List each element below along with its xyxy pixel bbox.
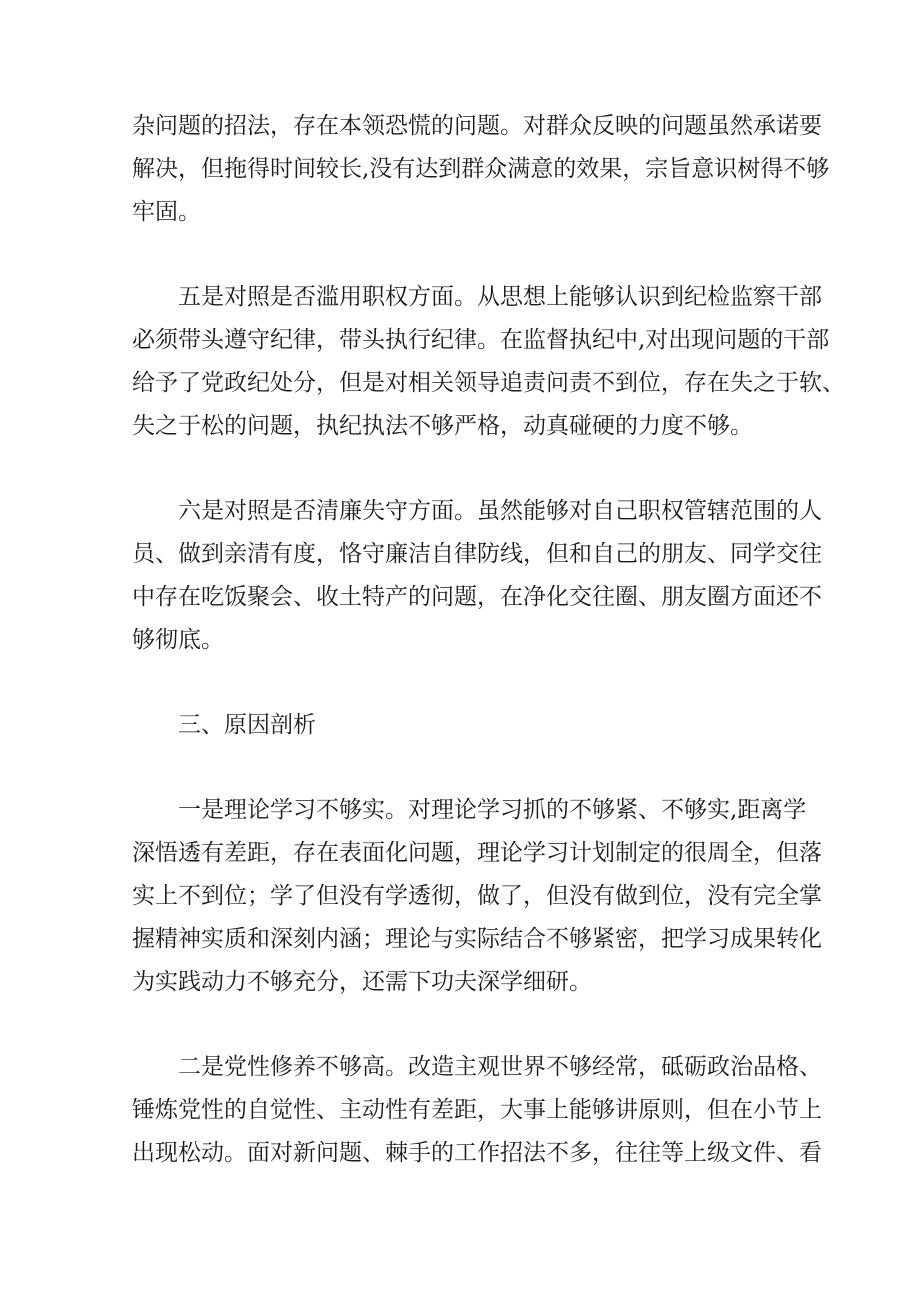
- paragraph-continuation: [132, 105, 830, 234]
- paragraph-reason-two: [132, 1046, 822, 1175]
- paragraph-line: 二是党性修养不够高。改造主观世界不够经常，砥砺政治品格、: [178, 1054, 822, 1080]
- paragraph-line: 五是对照是否滥用职权方面。从思想上能够认识到纪检监察干部: [178, 284, 822, 310]
- paragraph-item-six: [132, 490, 822, 662]
- paragraph-line: 实上不到位；学了但没有学透彻，做了，但没有做到位，没有完全掌: [132, 883, 822, 909]
- paragraph-line: 够彻底。: [132, 627, 224, 653]
- paragraph-line: 失之于松的问题，执纪执法不够严格，动真碰硬的力度不够。: [132, 413, 753, 439]
- paragraph-line: 出现松动。面对新问题、棘手的工作招法不多，往往等上级文件、看: [132, 1140, 822, 1166]
- paragraph-line: 锤炼党性的自觉性、主动性有差距，大事上能够讲原则，但在小节上: [132, 1097, 822, 1123]
- paragraph-line: 牢固。: [132, 199, 201, 225]
- paragraph-reason-one: [132, 789, 822, 1004]
- paragraph-line: 六是对照是否清廉失守方面。虽然能够对自己职权管辖范围的人: [178, 498, 822, 524]
- paragraph-line: 为实践动力不够充分，还需下功夫深学细研。: [132, 969, 592, 995]
- paragraph-line: 深悟透有差距，存在表面化问题，理论学习计划制定的很周全，但落: [132, 840, 822, 866]
- section-heading-three: [132, 704, 798, 747]
- paragraph-line: 必须带头遵守纪律，带头执行纪律。在监督执纪中,对出现问题的干部: [132, 327, 830, 353]
- paragraph-line: 中存在吃饭聚会、收土特产的问题，在净化交往圈、朋友圈方面还不: [132, 584, 822, 610]
- paragraph-line: 解决，但拖得时间较长,没有达到群众满意的效果，宗旨意识树得不够: [132, 156, 830, 182]
- paragraph-line: 员、做到亲清有度，恪守廉洁自律防线，但和自己的朋友、同学交往: [132, 541, 822, 567]
- paragraph-line: 握精神实质和深刻内涵；理论与实际结合不够紧密，把学习成果转化: [132, 926, 822, 952]
- paragraph-line: 杂问题的招法，存在本领恐慌的问题。对群众反映的问题虽然承诺要: [132, 113, 822, 139]
- section-heading: 三、原因剖析: [178, 712, 316, 738]
- paragraph-line: 一是理论学习不够实。对理论学习抓的不够紧、不够实,距离学: [178, 797, 807, 823]
- paragraph-item-five: [132, 276, 845, 448]
- paragraph-line: 给予了党政纪处分，但是对相关领导追责问责不到位，存在失之于软、: [132, 370, 845, 396]
